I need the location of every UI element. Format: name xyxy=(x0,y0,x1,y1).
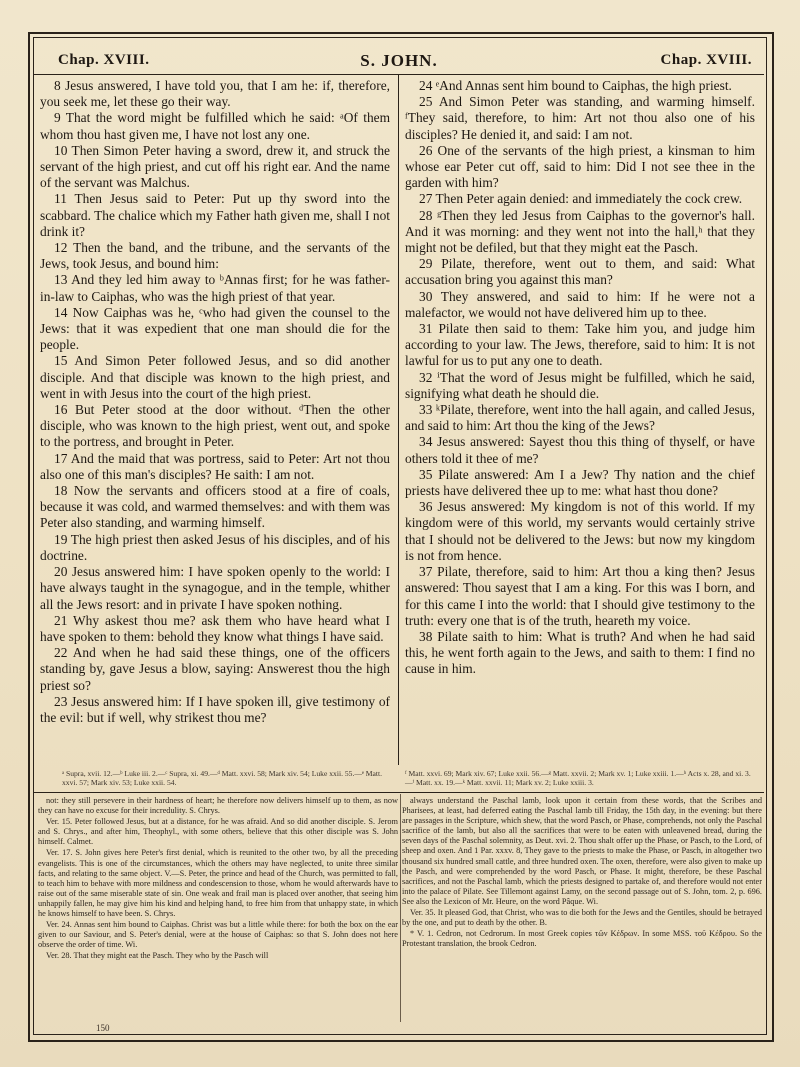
verse: 31 Pilate then said to them: Take him you, and judge him according to your law. The Jews, therefore, said to him: It is not lawful for us to put any one to death. xyxy=(405,321,755,369)
commentary-left xyxy=(38,796,398,963)
verse: 17 And the maid that was portress, said to Peter: Art not thou also one of this man's disciples? He saith: I am not. xyxy=(40,450,390,482)
verse: 19 The high priest then asked Jesus of his disciples, and of his doctrine. xyxy=(40,531,390,563)
chapter-label-right: Chap. XVIII. xyxy=(660,52,752,68)
book-title: S. JOHN. xyxy=(360,51,438,70)
right-text-column xyxy=(405,78,755,678)
verse: 27 Then Peter again denied: and immediately the cock crew. xyxy=(419,191,743,207)
verse: 37 Pilate, therefore, said to him: Art thou a king then? Jesus answered: Thou sayest that I am a king. For this was I born, and for this came I into the world: that I should give testimony to the truth: every one that is of the truth, heareth my voice. xyxy=(405,564,755,628)
verse: 18 Now the servants and officers stood at a fire of coals, because it was cold, and warmed themselves: and with them was Peter also standing, and warming himself. xyxy=(40,483,390,531)
commentary-note: Ver. 35. It pleased God, that Christ, who was to die both for the Jews and the Gentiles, should be betrayed by the one, and put to death by the other. B. xyxy=(402,908,762,928)
verse: 38 Pilate saith to him: What is truth? And when he had said this, he went forth again to the Jews, and saith to them: I find no cause in him. xyxy=(405,628,755,677)
verse: 23 Jesus answered him: If I have spoken ill, give testimony of the evil: but if well, why strikest thou me? xyxy=(40,693,390,725)
verse: 14 Now Caiphas was he, ᶜwho had given the counsel to the Jews: that it was expedient that one man should die for the people. xyxy=(40,304,390,353)
running-header xyxy=(34,46,764,74)
verse: 16 But Peter stood at the door without. ᵈThen the other disciple, who was known to the high priest, went out, and spoke to the portress, and brought in Peter. xyxy=(40,402,390,450)
commentary-note: always understand the Paschal lamb, look upon it certain from these words, that the Scribes and Pharisees, at least, had deferred eating the Paschal lamb till Friday, the 15th day, in the evening: but there are passages in the Scripture, which shew, that the word Pasch, or Phase, comprehends, not only the Paschal sacrifice of the lamb, but also all the sacrifices that were to be eaten with unleavened bread, during the seven days of the Paschal solemnity, as Deut. xvi. 2. Thou shalt offer up the Phase, or Pasch, to the Lord, of sheep and oxen. And 1 Par. xxxv. 8, They gave to the priests to make the Phase, or Pasch, in altogether two thousand six hundred small cattle, and three hundred oxen. The oxen, therefore, were also given to make up the Pasch, and were comprehended by the word Pasch, or Phase. It might, therefore, be these Paschal sacrifices, and not the Paschal lamb, which the priests designed to partake of, and therefore would not enter into the palace of Pilate. See Tillemont against Lamy, on the second passage out of S. John, tom. 2, p. 696. See also the Lexicon of Mr. Heure, on the word Pâque. Wi. xyxy=(402,796,762,906)
commentary-note: * V. 1. Cedron, not Cedrorum. In most Greek copies τῶν Κέδρων. In some MSS. τοῦ Κέδρου. So the Protestant translation, the brook Cedron. xyxy=(402,929,762,949)
verse: 15 And Simon Peter followed Jesus, and so did another disciple. And that disciple was known to the high priest, and went in with Jesus into the court of the high priest. xyxy=(40,353,390,401)
verse: 22 And when he had said these things, one of the officers standing by, gave Jesus a blow, saying: Answerest thou the high priest so? xyxy=(40,645,390,693)
verse: 34 Jesus answered: Sayest thou this thing of thyself, or have others told it thee of me? xyxy=(405,434,755,466)
left-text-column xyxy=(40,78,390,726)
commentary-note: Ver. 15. Peter followed Jesus, but at a distance, for he was afraid. And so did another disciple. S. Jerom and S. Chrys., and after him, Theophyl., with some others, believe that this other disciple was S. John himself. Calmet. xyxy=(38,817,398,847)
verse: 8 Jesus answered, I have told you, that I am he: if, therefore, you seek me, let these go their way. xyxy=(40,78,390,110)
commentary-right xyxy=(402,796,762,950)
header-rule xyxy=(34,74,764,75)
verse: 21 Why askest thou me? ask them who have heard what I have spoken to them: behold they know what things I have said. xyxy=(40,612,390,644)
chapter-label-left: Chap. XVIII. xyxy=(58,52,150,68)
page-number: 150 xyxy=(96,1023,110,1033)
verse: 32 ⁱThat the word of Jesus might be fulfilled, which he said, signifying what death he should die. xyxy=(405,369,755,401)
verse: 36 Jesus answered: My kingdom is not of this world. If my kingdom were of this world, my servants would certainly strive that I should not be delivered to the Jews: but now my kingdom is not from hence. xyxy=(405,499,755,563)
column-divider xyxy=(398,75,399,765)
commentary-note: Ver. 17. S. John gives here Peter's first denial, which is reunited to the other two, by all the preceding evangelists. This is one of the circumstances, which the others may have neglected, to unite three similar facts, and relating to the same object. V.—S. Peter, the prince and head of the Church, was permitted to fall, to teach him to behave with more mildness and condescension to those, whom he would afterwards have to raise out of the same miserable state of sin. One weak and frail man is placed over another, that seeing him unhappily fallen, he may give him his kind and helping hand, to free him from that unhappy state, in which he knows himself to have been. S. Chrys. xyxy=(38,848,398,919)
cross-references-left: ᵃ Supra, xvii. 12.—ᵇ Luke iii. 2.—ᶜ Supra, xi. 49.—ᵈ Matt. xxvi. 58; Mark xiv. 54; Luke xxii. 55.—ᵉ Matt. xxvi. 57; Mark xiv. 53; Luke xxii. 54. xyxy=(62,769,383,787)
verse: 9 That the word might be fulfilled which he said: ᵃOf them whom thou hast given me, I have not lost any one. xyxy=(40,110,390,142)
verse: 29 Pilate, therefore, went out to them, and said: What accusation bring you against this man? xyxy=(405,256,755,288)
verse: 26 One of the servants of the high priest, a kinsman to him whose ear Peter cut off, said to him: Did I not see thee in the garden with him? xyxy=(405,142,755,191)
verse: 12 Then the band, and the tribune, and the servants of the Jews, took Jesus, and bound him: xyxy=(40,240,390,272)
verse: 10 Then Simon Peter having a sword, drew it, and struck the servant of the high priest, and cut off his right ear. And the name of the servant was Malchus. xyxy=(40,142,390,191)
commentary-note: not: they still persevere in their hardness of heart; he therefore now delivers himself up to them, as now they can have no excuse for their incredulity. S. Chrys. xyxy=(38,796,398,816)
verse: 33 ᵏPilate, therefore, went into the hall again, and called Jesus, and said to him: Art thou the king of the Jews? xyxy=(405,402,755,434)
commentary-note: Ver. 24. Annas sent him bound to Caiphas. Christ was but a little while there: for both the box on the ear given to our Saviour, and S. Peter's denial, were at the house of Caiphas: so that S. John does not here observe the order of time. Wi. xyxy=(38,920,398,950)
verse: 35 Pilate answered: Am I a Jew? Thy nation and the chief priests have delivered thee up to me: what hast thou done? xyxy=(405,466,755,499)
verse: 28 ᵍThen they led Jesus from Caiphas to the governor's hall. And it was morning: and they went not into the hall,ʰ that they might not be defiled, but that they might eat the Pasch. xyxy=(405,207,755,256)
verse: 24 ᵉAnd Annas sent him bound to Caiphas, the high priest. xyxy=(419,78,732,93)
notes-rule xyxy=(34,792,764,793)
verse: 30 They answered, and said to him: If he were not a malefactor, we would not have delivered him up to thee. xyxy=(405,288,755,320)
verse: 20 Jesus answered him: I have spoken openly to the world: I have always taught in the synagogue, and in the temple, whither all the Jews resort: and in private I have spoken nothing. xyxy=(40,564,390,612)
cross-references-right: ᶠ Matt. xxvi. 69; Mark xiv. 67; Luke xxii. 56.—ᵍ Matt. xxvii. 2; Mark xv. 1; Luke xxiii. 1.—ʰ Acts x. 28, and xi. 3.—ⁱ Matt. xx. 19.—ᵏ Matt. xxvii. 11; Mark xv. 2; Luke xxiii. 3. xyxy=(405,769,751,787)
verse: 25 And Simon Peter was standing, and warming himself. ᶠThey said, therefore, to him: Art not thou also one of his disciples? He denied it, and said: I am not. xyxy=(405,94,755,142)
verse: 11 Then Jesus said to Peter: Put up thy sword into the scabbard. The chalice which my Father hath given me, shall I not drink it? xyxy=(40,191,390,239)
notes-divider xyxy=(400,794,401,1022)
verse: 13 And they led him away to ᵇAnnas first; for he was father-in-law to Caiphas, who was the high priest of that year. xyxy=(40,272,390,304)
commentary-note: Ver. 28. That they might eat the Pasch. They who by the Pasch will xyxy=(46,951,269,961)
